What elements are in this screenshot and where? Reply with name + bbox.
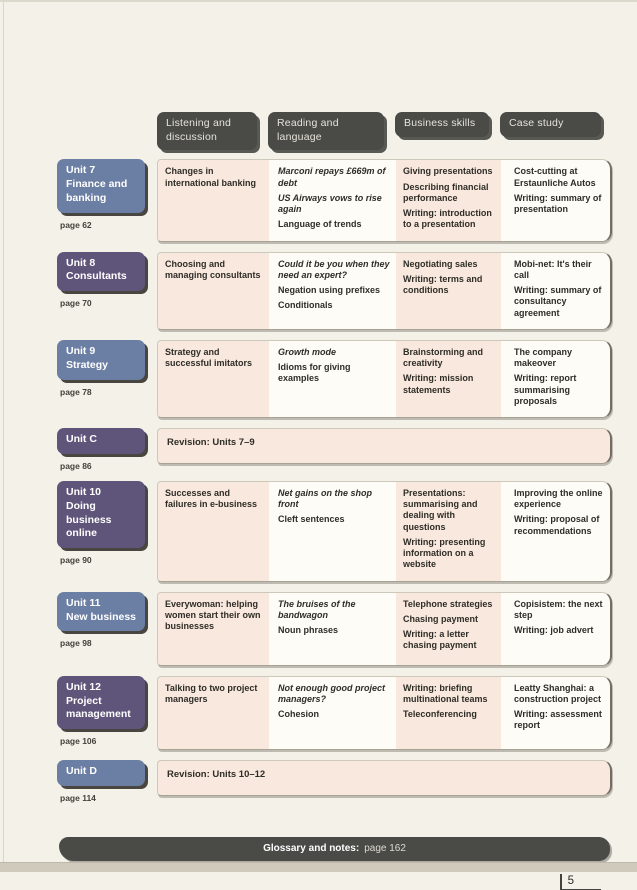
unit-column	[57, 760, 145, 803]
syllabus-item: Successes and failures in e-business	[165, 487, 258, 510]
unit-block	[57, 676, 145, 730]
column-header-tab: Reading and language	[268, 112, 384, 150]
cell-reading	[269, 160, 396, 240]
syllabus-item: Brainstorming and creativity	[403, 346, 484, 369]
syllabus-item: Noun phrases	[278, 625, 339, 636]
unit-row	[57, 592, 613, 666]
cell-reading	[269, 253, 396, 329]
syllabus-item: Describing financial performance	[403, 181, 489, 203]
syllabus-item: Writing: summary of presentation	[514, 192, 602, 215]
unit-block	[57, 159, 145, 213]
syllabus-item: Giving presentations	[403, 166, 493, 177]
syllabus-item: Talking to two project managers	[165, 682, 258, 704]
cell-listening	[158, 482, 269, 581]
unit-row	[57, 481, 613, 582]
cell-business-skills	[396, 160, 501, 240]
unit-row	[57, 676, 613, 750]
cell-business-skills	[396, 341, 501, 417]
cell-listening	[158, 253, 269, 329]
unit-block	[57, 252, 145, 292]
syllabus-item: Mobi-net: It's their call	[514, 258, 592, 280]
syllabus-item: Writing: report summarising proposals	[514, 373, 577, 406]
cell-reading	[269, 677, 396, 749]
glossary-label: Glossary and notes:	[263, 843, 360, 854]
syllabus-item: US Airways vows to rise again	[278, 192, 382, 215]
syllabus-item: Language of trends	[278, 219, 362, 230]
cell-case-study	[501, 482, 612, 581]
column-header-tab: Listening and discussion	[157, 112, 257, 150]
unit-title: Unit 8	[66, 256, 96, 269]
column-header-tab: Business skills	[395, 112, 489, 137]
unit-column	[57, 159, 145, 230]
unit-subtitle: New business	[66, 610, 137, 623]
unit-rows	[57, 159, 613, 802]
cell-business-skills	[396, 593, 501, 665]
syllabus-item: Cohesion	[278, 709, 320, 720]
column-header-tabs	[157, 112, 612, 150]
syllabus-item: Writing: summary of consultancy agreement	[514, 285, 602, 318]
unit-title: Unit D	[66, 764, 97, 777]
revision-bar	[158, 761, 610, 789]
cell-reading	[269, 482, 396, 581]
unit-column	[57, 340, 145, 397]
unit-block	[57, 428, 145, 454]
unit-column	[57, 676, 145, 747]
unit-subtitle: Consultants	[66, 270, 127, 283]
syllabus-card	[157, 481, 612, 582]
syllabus-card	[157, 159, 612, 241]
cell-case-study	[501, 593, 612, 665]
cell-listening	[158, 341, 269, 417]
revision-label: Revision: Units 10–12	[167, 768, 266, 780]
revision-card	[157, 760, 612, 796]
unit-page-label: page 62	[60, 219, 92, 230]
unit-title: Unit 7	[66, 164, 96, 177]
page-number	[560, 874, 601, 890]
syllabus-item: Writing: introduction to a presentation	[403, 208, 492, 230]
syllabus-item: Chasing payment	[403, 613, 479, 624]
unit-block	[57, 481, 145, 548]
unit-page-label: page 98	[60, 638, 92, 649]
cell-reading	[269, 341, 396, 417]
revision-label: Revision: Units 7–9	[167, 437, 255, 449]
glossary-page-ref: page 162	[364, 843, 406, 854]
syllabus-item: Cost-cutting at Erstaunliche Autos	[514, 166, 596, 188]
unit-column	[57, 592, 145, 649]
unit-page-label: page 106	[60, 736, 97, 747]
unit-title: Unit C	[66, 433, 97, 446]
cell-reading	[269, 593, 396, 665]
syllabus-item: Improving the online experience	[514, 487, 603, 510]
syllabus-item: Writing: mission statements	[403, 373, 474, 395]
unit-title: Unit 11	[66, 596, 101, 609]
cell-case-study	[501, 341, 612, 417]
syllabus-item: Telephone strategies	[403, 598, 493, 609]
scan-bottom-edge	[0, 862, 637, 872]
unit-page-label: page 86	[60, 460, 92, 471]
syllabus-item: Teleconferencing	[403, 709, 477, 720]
cell-business-skills	[396, 482, 501, 581]
unit-row	[57, 159, 613, 241]
syllabus-item: Conditionals	[278, 300, 333, 311]
unit-subtitle: Doing business online	[66, 499, 112, 540]
cell-listening	[158, 677, 269, 749]
unit-title: Unit 9	[66, 344, 96, 357]
column-header-row	[57, 112, 613, 150]
cell-case-study	[501, 677, 612, 749]
unit-column-spacer	[57, 112, 157, 150]
syllabus-item: Writing: briefing multinational teams	[403, 682, 488, 704]
syllabus-item: Everywoman: helping women start their own businesses	[165, 598, 261, 632]
unit-block	[57, 760, 145, 786]
scan-left-edge-line	[3, 0, 4, 872]
unit-page-label: page 90	[60, 555, 92, 566]
revision-bar	[158, 429, 610, 457]
syllabus-item: Writing: job advert	[514, 625, 594, 636]
unit-page-label: page 114	[60, 792, 96, 803]
syllabus-item: Net gains on the shop front	[278, 487, 373, 510]
unit-column	[57, 481, 145, 565]
syllabus-item: Strategy and successful imitators	[165, 346, 253, 369]
scan-top-edge	[0, 0, 637, 2]
unit-row	[57, 428, 613, 471]
unit-block	[57, 592, 145, 632]
syllabus-item: Not enough good project managers?	[278, 682, 385, 704]
column-header-tab: Case study	[500, 112, 601, 137]
unit-title: Unit 10	[66, 485, 102, 498]
cell-listening	[158, 160, 269, 240]
unit-column	[57, 252, 145, 309]
page-number-value: 5	[567, 874, 574, 887]
cell-case-study	[501, 160, 612, 240]
unit-block	[57, 340, 145, 380]
glossary-bar	[59, 837, 610, 861]
cell-business-skills	[396, 253, 501, 329]
syllabus-item: The bruises of the bandwagon	[278, 598, 356, 620]
syllabus-item: Writing: terms and conditions	[403, 273, 483, 296]
syllabus-card	[157, 252, 612, 330]
syllabus-item: Growth mode	[278, 346, 336, 357]
syllabus-item: Cleft sentences	[278, 514, 345, 525]
unit-row	[57, 252, 613, 330]
syllabus-item: Negotiating sales	[403, 258, 478, 269]
syllabus-item: Idioms for giving examples	[278, 362, 351, 384]
syllabus-card	[157, 592, 612, 666]
unit-column	[57, 428, 145, 471]
unit-page-label: page 70	[60, 298, 92, 309]
unit-page-label: page 78	[60, 386, 92, 397]
cell-business-skills	[396, 677, 501, 749]
syllabus-item: Writing: assessment report	[514, 709, 602, 731]
cell-listening	[158, 593, 269, 665]
revision-card	[157, 428, 612, 464]
syllabus-card	[157, 676, 612, 750]
cell-case-study	[501, 253, 612, 329]
syllabus-item: Copisistem: the next step	[514, 598, 603, 620]
syllabus-item: Marconi repays £669m of debt	[278, 166, 386, 188]
syllabus-card	[157, 340, 612, 418]
syllabus-item: Could it be you when they need an expert?	[278, 258, 390, 280]
syllabus-item: Changes in international banking	[165, 166, 257, 188]
syllabus-item: Negation using prefixes	[278, 285, 381, 296]
unit-row	[57, 760, 613, 803]
syllabus-item: Choosing and managing consultants	[165, 258, 261, 280]
syllabus-item: Presentations: summarising and dealing with questions	[403, 487, 478, 532]
unit-subtitle: Project management	[66, 694, 131, 721]
syllabus-item: Writing: a letter chasing payment	[403, 629, 477, 651]
syllabus-item: The company makeover	[514, 346, 573, 369]
unit-title: Unit 12	[66, 680, 102, 693]
unit-subtitle: Strategy	[66, 358, 109, 371]
unit-subtitle: Finance and banking	[66, 178, 128, 204]
syllabus-item: Writing: presenting information on a website	[403, 536, 486, 570]
syllabus-item: Writing: proposal of recommendations	[514, 514, 600, 536]
syllabus-item: Leatty Shanghai: a construction project	[514, 682, 602, 704]
unit-row	[57, 340, 613, 418]
